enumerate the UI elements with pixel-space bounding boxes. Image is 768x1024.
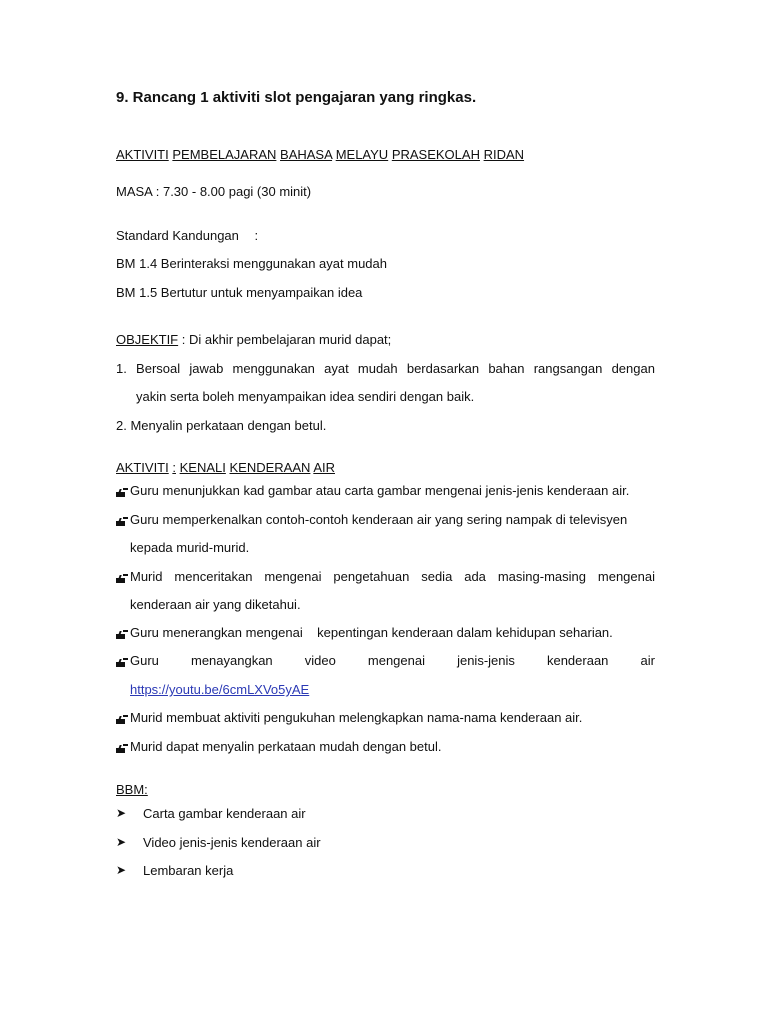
standard-item: BM 1.5 Bertutur untuk menyampaikan idea xyxy=(116,285,363,300)
word: Bersoal xyxy=(136,361,181,376)
objektif-item-2: 2. Menyalin perkataan dengan betul. xyxy=(116,418,327,433)
activity-item: Murid dapat menyalin perkataan mudah dengan betul. xyxy=(130,739,442,754)
standard-colon: : xyxy=(254,228,259,243)
word: mudah xyxy=(357,361,398,376)
word: berdasarkan xyxy=(406,361,480,376)
objektif-text: : Di akhir pembelajaran murid dapat; xyxy=(178,332,392,347)
activity-item: Murid menceritakan mengenai pengetahuan sedia ada masing-masing mengenai xyxy=(130,569,655,584)
youtube-video-link[interactable]: https://youtu.be/6cmLXVo5yAE xyxy=(130,682,310,697)
bbm-label: BBM: xyxy=(116,782,148,797)
aktiviti-word: KENALI xyxy=(179,460,226,475)
activity-item-cont: kepada murid-murid. xyxy=(130,540,250,555)
heading-word: RIDAN xyxy=(483,147,525,162)
word: rangsangan xyxy=(533,361,603,376)
hand-bullet-icon xyxy=(116,655,129,667)
aktiviti-word: KENDERAAN xyxy=(229,460,311,475)
activity-item-video xyxy=(130,653,655,669)
heading-word: PRASEKOLAH xyxy=(391,147,480,162)
word: air xyxy=(640,653,655,668)
objektif-label: OBJEKTIF xyxy=(116,332,179,347)
hand-bullet-icon xyxy=(116,514,129,526)
page-title: 9. Rancang 1 aktiviti slot pengajaran yang ringkas. xyxy=(116,89,477,106)
aktiviti-sep: : xyxy=(172,460,176,475)
aktiviti-heading xyxy=(116,460,335,476)
word: jawab xyxy=(189,361,224,376)
hand-bullet-icon xyxy=(116,485,129,497)
standard-label: Standard Kandungan xyxy=(116,228,239,243)
word: mengenai xyxy=(367,653,425,668)
activity-item: Guru memperkenalkan contoh-contoh kenderaan air yang sering nampak di televisyen xyxy=(130,512,628,527)
hand-bullet-icon xyxy=(116,712,129,724)
word: menayangkan xyxy=(190,653,273,668)
word: video xyxy=(304,653,336,668)
masa-text: MASA : 7.30 - 8.00 pagi (30 minit) xyxy=(116,184,312,199)
heading-word: MELAYU xyxy=(335,147,389,162)
heading-word: BAHASA xyxy=(280,147,333,162)
bbm-item: Carta gambar kenderaan air xyxy=(143,806,306,821)
bbm-item: Video jenis-jenis kenderaan air xyxy=(143,835,321,850)
arrow-bullet-icon: ➤ xyxy=(116,806,127,820)
word: jenis-jenis xyxy=(457,653,515,668)
standard-label-row xyxy=(116,228,258,244)
word: dengan xyxy=(611,361,655,376)
aktiviti-word: AIR xyxy=(313,460,335,475)
hand-bullet-icon xyxy=(116,741,129,753)
word: menggunakan xyxy=(232,361,315,376)
bbm-heading xyxy=(116,782,148,798)
heading-word: AKTIVITI xyxy=(116,147,169,162)
bbm-item: Lembaran kerja xyxy=(143,863,234,878)
word: kenderaan xyxy=(546,653,609,668)
heading-word: PEMBELAJARAN xyxy=(172,147,277,162)
hand-bullet-icon xyxy=(116,571,129,583)
hand-bullet-icon xyxy=(116,627,129,639)
word: Guru xyxy=(130,653,159,668)
activity-item-cont: kenderaan air yang diketahui. xyxy=(130,597,301,612)
objektif-item-1 xyxy=(116,361,655,377)
aktiviti-label: AKTIVITI xyxy=(116,460,169,475)
arrow-bullet-icon: ➤ xyxy=(116,835,127,849)
word: ayat xyxy=(324,361,349,376)
activity-heading xyxy=(116,147,524,163)
objektif-row xyxy=(116,332,391,348)
objektif-item-1-cont: yakin serta boleh menyampaikan idea sendiri dengan baik. xyxy=(136,389,475,404)
activity-item: Guru menerangkan mengenai kepentingan kenderaan dalam kehidupan seharian. xyxy=(130,625,613,640)
word: bahan xyxy=(488,361,525,376)
activity-item: Murid membuat aktiviti pengukuhan melengkapkan nama-nama kenderaan air. xyxy=(130,710,583,725)
word: 1. xyxy=(116,361,127,376)
standard-item: BM 1.4 Berinteraksi menggunakan ayat mudah xyxy=(116,256,387,271)
activity-item: Guru menunjukkan kad gambar atau carta gambar mengenai jenis-jenis kenderaan air. xyxy=(130,483,630,498)
arrow-bullet-icon: ➤ xyxy=(116,863,127,877)
